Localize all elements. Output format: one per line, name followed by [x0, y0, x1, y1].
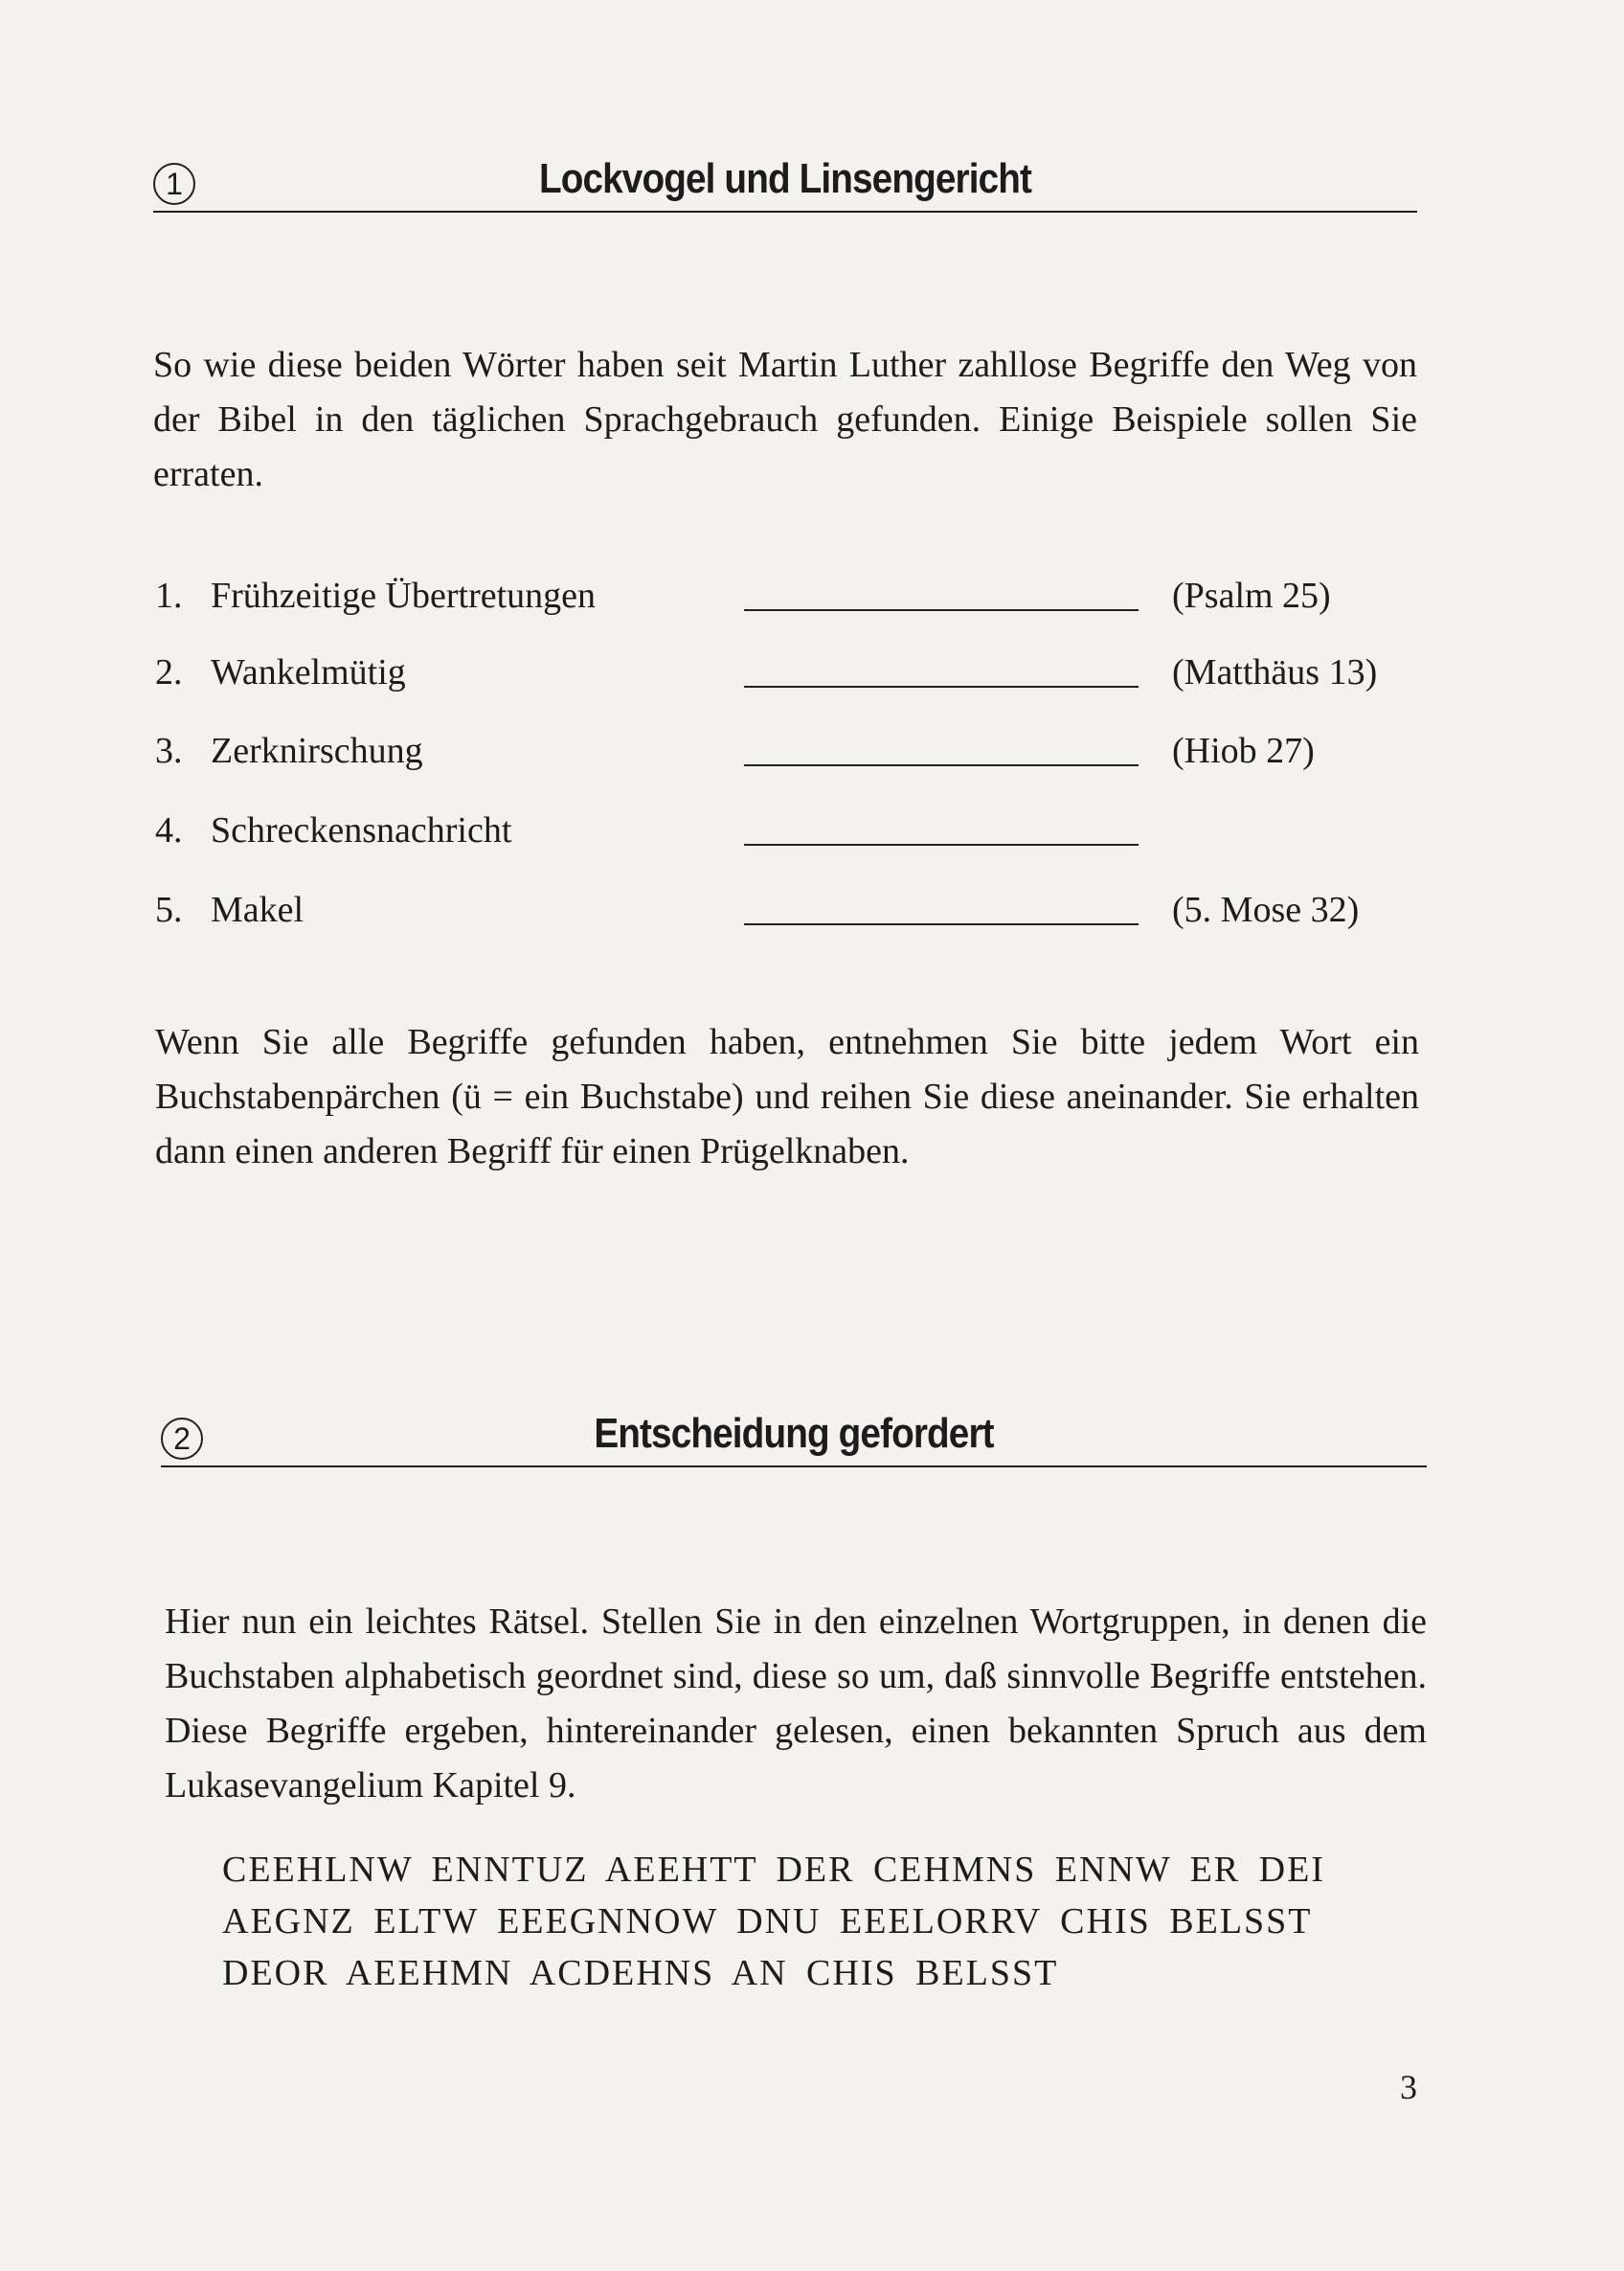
list-item	[155, 809, 1400, 867]
section-1-title: Lockvogel und Linsengericht	[538, 155, 1032, 202]
item-word: Makel	[211, 890, 304, 930]
answer-blank	[744, 686, 1139, 688]
item-number: 5.	[155, 890, 183, 930]
answer-blank	[744, 844, 1139, 846]
section-2-header	[161, 1398, 1427, 1467]
list-item	[155, 889, 1400, 946]
section-1-outro: Wenn Sie alle Begriffe gefunden haben, entnehmen Sie bitte jedem Wort ein Buchstabenpärchen (ü = ein Buchstabe) und reihen Sie diese aneinander. Sie erhalten dann einen anderen Begriff für einen Prügelknaben.	[155, 1022, 1419, 1171]
scrambled-words: CEEHLNW ENNTUZ AEEHTT DER CEHMNS ENNW ER DEI AEGNZ ELTW EEEGNNOW DNU EEELORRV CHIS BELSST DEOR AEEHMN ACDEHNS AN CHIS BELSST	[222, 1850, 1325, 1993]
answer-blank	[744, 764, 1139, 766]
item-number: 2.	[155, 652, 183, 693]
page-number: 3	[1400, 2068, 1417, 2106]
item-reference: (Matthäus 13)	[1172, 652, 1378, 693]
section-1-number: 1	[153, 163, 195, 205]
list-item	[155, 730, 1400, 787]
section-1-header	[153, 144, 1417, 213]
item-word: Frühzeitige Übertretungen	[211, 576, 597, 616]
answer-blank	[744, 609, 1139, 611]
item-reference: (Hiob 27)	[1172, 731, 1315, 771]
list-item	[155, 651, 1400, 709]
item-number: 4.	[155, 810, 183, 851]
item-reference: (5. Mose 32)	[1172, 890, 1360, 930]
item-number: 3.	[155, 731, 183, 771]
section-2-intro: Hier nun ein leichtes Rätsel. Stellen Sie in den einzelnen Wortgruppen, in denen die Buchstaben alphabetisch geordnet sind, diese so um, daß sinnvolle Begriffe entstehen. Diese Begriffe ergeben, hintereinander gelesen, einen bekannten Spruch aus dem Lukasevangelium Kapitel 9.	[165, 1601, 1427, 1805]
section-1-intro: So wie diese beiden Wörter haben seit Martin Luther zahllose Begriffe den Weg von der Bibel in den täglichen Sprachgebrauch gefunden. Einige Beispiele sollen Sie erraten.	[153, 345, 1417, 494]
item-word: Zerknirschung	[211, 731, 423, 771]
answer-blank	[744, 923, 1139, 925]
item-word: Schreckensnachricht	[211, 810, 512, 851]
list-item	[155, 575, 1400, 632]
section-2-title: Entscheidung gefordert	[594, 1410, 994, 1457]
item-word: Wankelmütig	[211, 652, 406, 693]
item-number: 1.	[155, 576, 183, 616]
item-reference: (Psalm 25)	[1172, 576, 1331, 616]
section-2-number: 2	[161, 1418, 203, 1460]
